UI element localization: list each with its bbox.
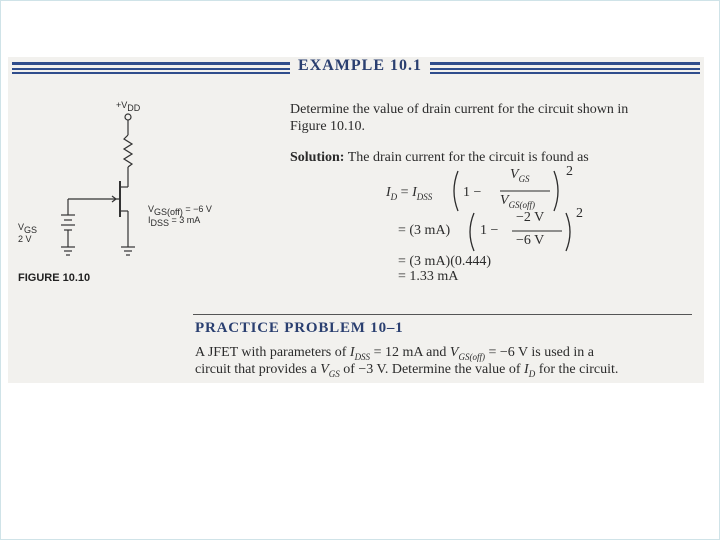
square-exponent-1: 2 [566, 164, 573, 179]
vgs-subscript: GS [518, 173, 530, 184]
practice-vgsoff-subscript: GS(off) [458, 351, 485, 362]
vgsoff-symbol: V [500, 193, 509, 208]
vdd-subscript: DD [127, 102, 141, 113]
practice-text: for the circuit. [535, 362, 619, 377]
equation-line-1 [386, 185, 432, 202]
vgsoff-param-value: = −6 V [182, 204, 212, 214]
solution-line [290, 149, 589, 166]
practice-rule [193, 314, 692, 315]
one-minus-1: 1 − [463, 185, 482, 200]
equation-line-2-prefix: = (3 mA) [398, 223, 451, 238]
practice-text: = −6 V is used in a [484, 345, 594, 360]
vgsoff-param-subscript: GS(off) [154, 206, 183, 217]
vgsoff-subscript: GS(off) [508, 199, 536, 210]
idss-param [148, 215, 200, 228]
solution-label: Solution: [290, 150, 345, 165]
one-minus-2: 1 − [480, 223, 499, 238]
example-prompt-line-2: Figure 10.10. [290, 119, 366, 134]
vgs-source-symbol: V [18, 222, 25, 232]
jfet-circuit-diagram [8, 87, 268, 287]
textbook-page-scan [8, 57, 704, 383]
practice-text: circuit that provides a [195, 362, 321, 377]
equation-line-3: = (3 mA)(0.444) [398, 254, 492, 269]
idss-symbol: I [412, 185, 417, 200]
practice-idss-subscript: DSS [354, 351, 371, 362]
practice-vgs-subscript: GS [328, 368, 340, 379]
drain-resistor [124, 135, 132, 167]
line2-numerator: −2 V [516, 210, 545, 225]
practice-text: A JFET with parameters of [195, 345, 350, 360]
line2-denominator: −6 V [516, 233, 545, 248]
id-symbol: I [386, 185, 391, 200]
vdd-terminal [125, 114, 131, 120]
vgs-source-value: 2 V [18, 234, 32, 244]
practice-id-subscript: D [528, 368, 536, 379]
example-title: EXAMPLE 10.1 [290, 57, 430, 75]
idss-param-symbol: I [148, 215, 151, 225]
vgsoff-param-symbol: V [148, 204, 155, 214]
idss-param-value: = 3 mA [169, 215, 201, 225]
square-exponent-2: 2 [576, 206, 583, 221]
practice-text: = 12 mA and [370, 345, 450, 360]
example-prompt-line-1: Determine the value of drain current for the circuit shown in [290, 102, 629, 117]
vgs-source-subscript: GS [24, 224, 38, 235]
practice-title: PRACTICE PROBLEM 10–1 [195, 320, 404, 336]
vdd-text: +V [116, 100, 128, 110]
practice-vgs-symbol: V [320, 362, 329, 377]
vgs-source-label [18, 222, 37, 235]
practice-vgsoff-symbol: V [449, 345, 459, 360]
figure-caption: FIGURE 10.10 [18, 272, 91, 284]
vgs-symbol: V [510, 167, 519, 182]
solution-text: The drain current for the circuit is found as [347, 150, 589, 165]
practice-line-2 [195, 361, 618, 383]
practice-text: of −3 V. Determine the value of [339, 362, 525, 377]
idss-param-subscript: DSS [150, 217, 170, 228]
equation-line-4: = 1.33 mA [398, 269, 459, 284]
equals-sign: = [400, 185, 409, 200]
practice-idss-symbol: I [349, 345, 355, 360]
idss-subscript: DSS [416, 191, 433, 202]
practice-id-symbol: I [524, 362, 529, 377]
vgs-numerator [510, 167, 530, 184]
id-subscript: D [390, 191, 398, 202]
vdd-label [116, 100, 140, 113]
